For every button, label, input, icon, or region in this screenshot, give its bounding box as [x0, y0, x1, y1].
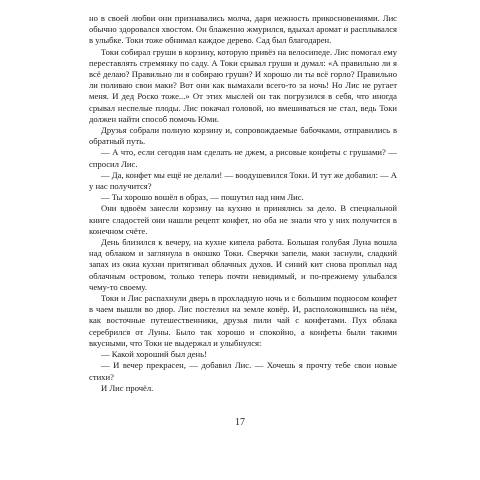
paragraph: Друзья собрали полную корзину и, сопровождаемые бабочками, отправились в обратный путь. [89, 125, 397, 147]
paragraph: — Ты хорошо вошёл в образ, — пошутил над ним Лис. [101, 192, 304, 203]
paragraph: Токи и Лис распахнули дверь в прохладную ночь и с большим подносом конфет в чаем вышли во двор. Лис постелил на земле ковёр. И, расположившись на нём, как восточные путешественники, друзья пили чай с конфетами. Пух облака серебрился от Луны. Было так хорошо и спокойно, а конфеты были такими вкусными, что Токи не выдержал и улыбнулся: [89, 293, 397, 348]
paragraph: но в своей любви они признавались молча, даря нежность прикосновениями. Лис обычно здоровался хвостом. Он блаженно жмурился, вдыхал аромат и расплывался в улыбке. Токи тоже обнимал каждое дерево. Сад был благодарен. [89, 13, 397, 46]
paragraph: Они вдвоём занесли корзину на кухню и принялись за дело. В специальной книге сладостей они нашли рецепт конфет, но оба не знали что у них получится в конечном счёте. [89, 203, 397, 236]
paragraph: — И вечер прекрасен, — добавил Лис. — Хочешь я прочту тебе свои новые стихи? [89, 360, 397, 382]
paragraph: И Лис прочёл. [101, 382, 154, 393]
paragraph: Токи собирал груши в корзину, которую привёз на велосипеде. Лис помогал ему переставлять стремянку по саду. А Токи срывал груши и думал: «А правильно ли я всё делаю? Правильно ли я собираю груши? И хорошо ли ты всё горло? Правильно ли поливаю свои маки? Вот они как вымахали всего-то за ночь! Но Лис не ругает меня. И дед Роско тоже...» От этих мыслей он так погрузился в себя, что иногда срывал неспелые плоды. Лис покачал головой, но вмешиваться не стал, ведь Токи должен найти способ помочь Юми. [89, 46, 397, 124]
paragraph: — Какой хороший был день! [101, 349, 207, 360]
body-text [89, 13, 397, 394]
paragraph: — Да, конфет мы ещё не делали! — воодушевился Токи. И тут же добавил: — А у нас получится? [89, 169, 397, 192]
paragraph: День близился к вечеру, на кухне кипела работа. Большая голубая Луна вошла над облаком и заглянула в окошко Токи. Сверчки запели, маки заснули, сладкий запах из окна кухни притягивал облачных духов. И синий кит снова проплыл над облачным островом, только теперь почти невидимый, и по-прежнему улыбался чему-то своему. [89, 237, 397, 292]
paragraph: — А что, если сегодня нам сделать не джем, а рисовые конфеты с грушами? — спросил Лис. [89, 147, 397, 169]
page-number: 17 [235, 417, 245, 428]
